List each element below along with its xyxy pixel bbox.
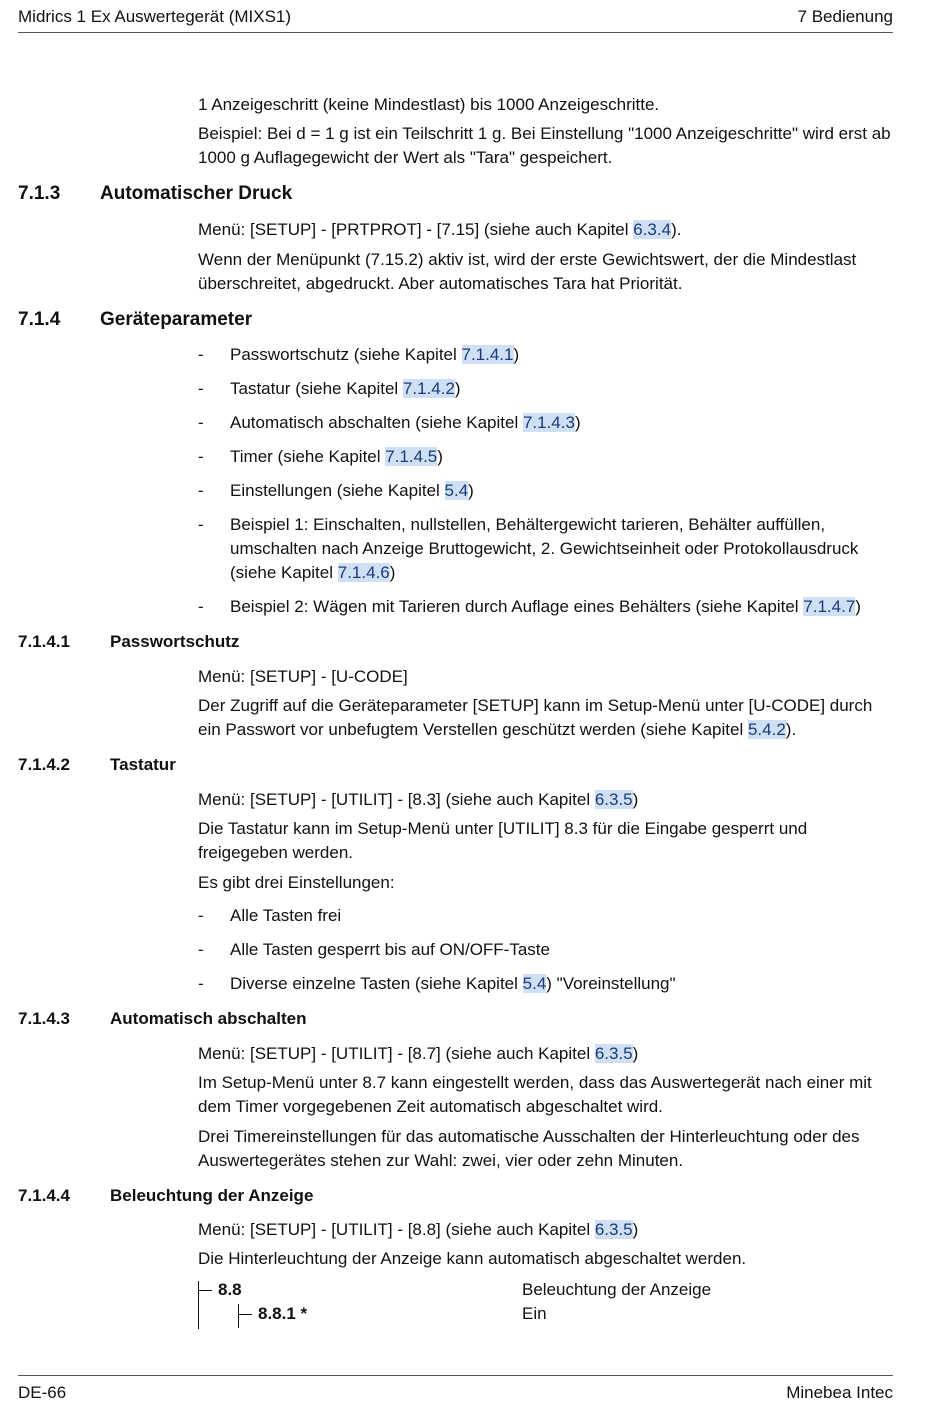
tree-desc-level-1: Beleuchtung der Anzeige: [522, 1280, 712, 1299]
list-item: [198, 972, 893, 996]
menu-path-7-1-3: Menü: [SETUP] - [PRTPROT] - [7.15] (siehe auch Kapitel 6.3.4).: [198, 220, 682, 239]
list-bullet: -: [198, 379, 204, 398]
list-item-text: Alle Tasten frei: [230, 906, 342, 925]
section-number: 7.1.4.2: [18, 755, 70, 774]
paragraph-7-1-4-2-a: Die Tastatur kann im Setup-Menü unter [UTILIT] 8.3 für die Eingabe gesperrt und freigegeben werden.: [198, 819, 808, 862]
chapter-link[interactable]: 7.1.4.5: [385, 447, 438, 466]
tree-code-level-2: 8.8.1 *: [258, 1304, 308, 1323]
list-item: [198, 479, 893, 503]
list-bullet: -: [198, 447, 204, 466]
section-number: 7.1.4.4: [18, 1186, 70, 1205]
page-header: [18, 7, 893, 33]
list-item: [198, 904, 893, 928]
list-item-text: Automatisch abschalten (siehe Kapitel 7.1.4.3): [230, 413, 581, 432]
list-item-text: Einstellungen (siehe Kapitel 5.4): [230, 481, 474, 500]
list-item-text: Passwortschutz (siehe Kapitel 7.1.4.1): [230, 345, 520, 364]
list-bullet: -: [198, 597, 204, 616]
paragraph-7-1-4-1: Der Zugriff auf die Geräteparameter [SETUP] kann im Setup-Menü unter [U-CODE] durch ein Passwort vor unbefugtem Verstellen geschützt werden (siehe Kapitel 5.4.2).: [198, 696, 873, 739]
page-footer: [18, 1375, 893, 1401]
list-bullet: -: [198, 906, 204, 925]
list-bullet: -: [198, 974, 204, 993]
section-title: Passwortschutz: [110, 632, 240, 651]
header-chapter: 7 Bedienung: [797, 7, 893, 26]
list-bullet: -: [198, 413, 204, 432]
paragraph-7-1-4-4: Die Hinterleuchtung der Anzeige kann automatisch abgeschaltet werden.: [198, 1249, 747, 1268]
list-bullet: -: [198, 345, 204, 364]
intro-paragraph-1: 1 Anzeigeschritt (keine Mindestlast) bis 1000 Anzeigeschritte.: [198, 95, 660, 114]
chapter-link[interactable]: 7.1.4.1: [461, 345, 514, 364]
list-item-text: Beispiel 1: Einschalten, nullstellen, Behältergewicht tarieren, Behälter auffüllen, umschalten nach Anzeige Bruttogewicht, 2. Gewichtseinheit oder Protokollausdruck (siehe Kapitel 7.1.4.6): [230, 515, 859, 582]
section-title: Tastatur: [110, 755, 176, 774]
list-item: [198, 411, 893, 435]
tree-line: [198, 1281, 199, 1329]
chapter-link[interactable]: 7.1.4.7: [803, 597, 856, 616]
tree-desc-level-2: Ein: [522, 1304, 547, 1323]
section-title: Beleuchtung der Anzeige: [110, 1186, 314, 1205]
chapter-link[interactable]: 6.3.4: [633, 220, 672, 239]
list-item-text: Diverse einzelne Tasten (siehe Kapitel 5.4) "Voreinstellung": [230, 974, 676, 993]
list-item: [198, 938, 893, 962]
paragraph-7-1-4-2-b: Es gibt drei Einstellungen:: [198, 873, 395, 892]
chapter-link[interactable]: 5.4.2: [747, 720, 786, 739]
list-bullet: -: [198, 940, 204, 959]
tree-branch: [199, 1290, 212, 1291]
menu-tree: [198, 1278, 898, 1330]
tree-line: [238, 1304, 239, 1328]
list-bullet: -: [198, 515, 204, 534]
list-item-text: Alle Tasten gesperrt bis auf ON/OFF-Taste: [230, 940, 550, 959]
page-number: DE-66: [18, 1383, 67, 1402]
paragraph-7-1-3: Wenn der Menüpunkt (7.15.2) aktiv ist, wird der erste Gewichtswert, der die Mindestlast überschreitet, abgedruckt. Aber automatisches Tara hat Priorität.: [198, 250, 857, 293]
list-item-text: Timer (siehe Kapitel 7.1.4.5): [230, 447, 443, 466]
list-item: [198, 513, 893, 585]
section-title: Automatischer Druck: [100, 183, 293, 204]
menu-path-7-1-4-4: Menü: [SETUP] - [UTILIT] - [8.8] (siehe auch Kapitel 6.3.5): [198, 1220, 639, 1239]
chapter-link[interactable]: 7.1.4.2: [402, 379, 455, 398]
menu-path-7-1-4-2: Menü: [SETUP] - [UTILIT] - [8.3] (siehe auch Kapitel 6.3.5): [198, 790, 639, 809]
list-item: [198, 343, 893, 367]
list-item: [198, 377, 893, 401]
chapter-link[interactable]: 7.1.4.3: [522, 413, 575, 432]
chapter-link[interactable]: 6.3.5: [594, 1044, 633, 1063]
section-number: 7.1.4.3: [18, 1009, 70, 1028]
company-name: Minebea Intec: [786, 1383, 893, 1402]
menu-path-7-1-4-3: Menü: [SETUP] - [UTILIT] - [8.7] (siehe auch Kapitel 6.3.5): [198, 1044, 639, 1063]
chapter-link[interactable]: 5.4: [522, 974, 547, 993]
section-number: 7.1.3: [18, 183, 61, 204]
chapter-link[interactable]: 7.1.4.6: [337, 563, 390, 582]
section-number: 7.1.4.1: [18, 632, 70, 651]
chapter-link[interactable]: 6.3.5: [594, 790, 633, 809]
tree-code-level-1: 8.8: [218, 1280, 242, 1299]
intro-paragraph-2: Beispiel: Bei d = 1 g ist ein Teilschritt 1 g. Bei Einstellung "1000 Anzeigeschritte" wird erst ab 1000 g Auflagegewicht der Wert als "Tara" gespeichert.: [198, 124, 891, 167]
section-title: Geräteparameter: [100, 309, 253, 330]
header-doc-title: Midrics 1 Ex Auswertegerät (MIXS1): [18, 7, 292, 26]
section-number: 7.1.4: [18, 309, 61, 330]
chapter-link[interactable]: 6.3.5: [594, 1220, 633, 1239]
list-bullet: -: [198, 481, 204, 500]
paragraph-7-1-4-3-a: Im Setup-Menü unter 8.7 kann eingestellt werden, dass das Auswertegerät nach einer mit dem Timer vorgegebenen Zeit automatisch abgeschaltet wird.: [198, 1073, 872, 1116]
section-title: Automatisch abschalten: [110, 1009, 307, 1028]
list-item-text: Beispiel 2: Wägen mit Tarieren durch Auflage eines Behälters (siehe Kapitel 7.1.4.7): [230, 597, 861, 616]
paragraph-7-1-4-3-b: Drei Timereinstellungen für das automatische Ausschalten der Hinterleuchtung oder des Auswertegerätes stehen zur Wahl: zwei, vier oder zehn Minuten.: [198, 1127, 860, 1170]
list-item-text: Tastatur (siehe Kapitel 7.1.4.2): [230, 379, 461, 398]
chapter-link[interactable]: 5.4: [444, 481, 469, 500]
list-item: [198, 445, 893, 469]
list-item: [198, 595, 893, 619]
menu-path-7-1-4-1: Menü: [SETUP] - [U-CODE]: [198, 667, 408, 686]
tree-branch: [239, 1314, 252, 1315]
